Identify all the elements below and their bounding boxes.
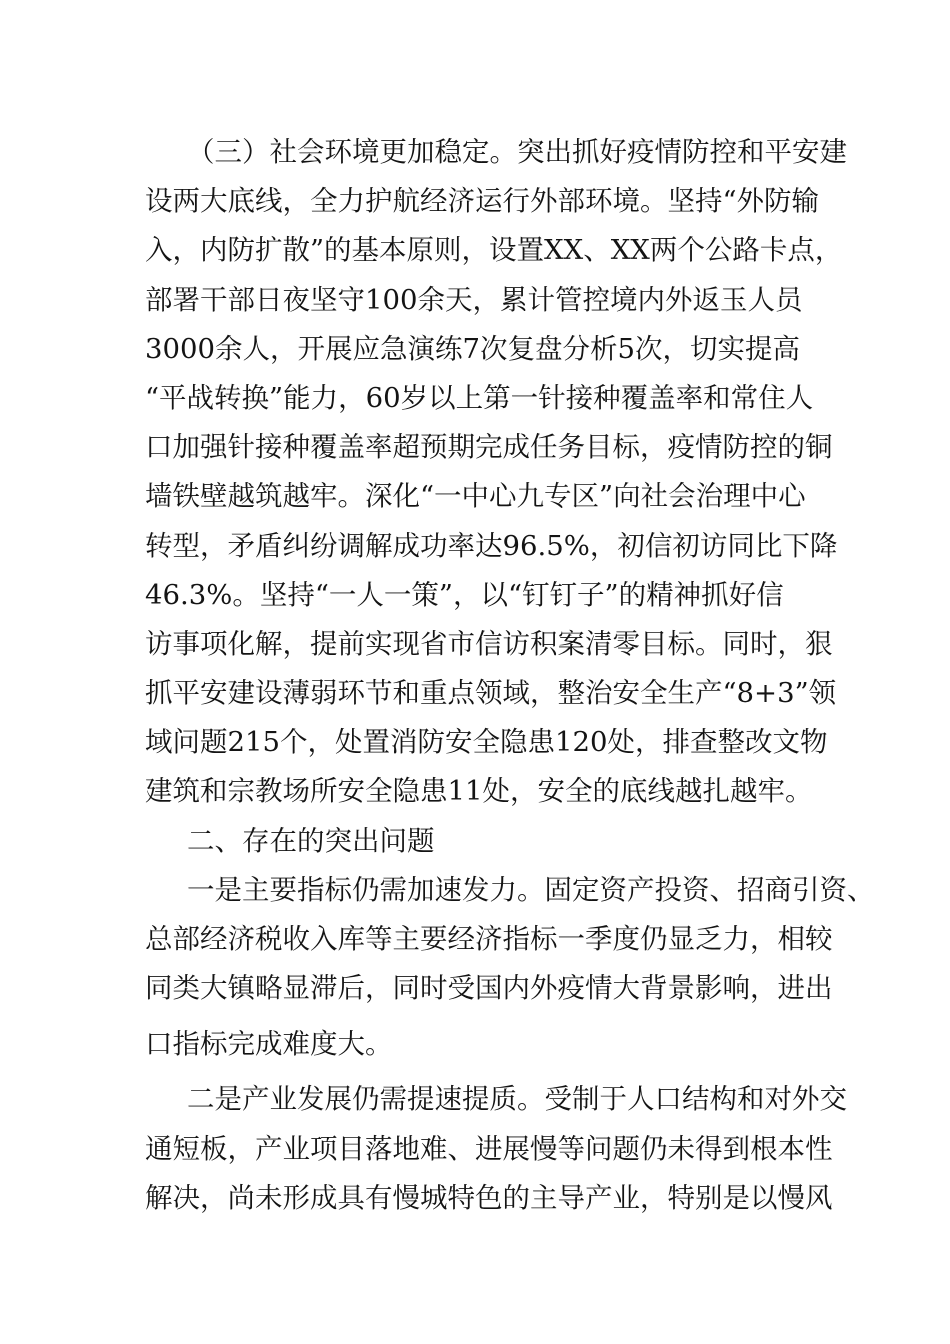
paragraph-line: 一是主要指标仍需加速发力。固定资产投资、招商引资、	[187, 873, 875, 906]
paragraph-line: 3000余人，开展应急演练7次复盘分析5次，切实提高	[145, 332, 800, 365]
paragraph-line: 设两大底线，全力护航经济运行外部环境。坚持“外防输	[145, 185, 820, 218]
document-body	[145, 128, 875, 1223]
paragraph-line: 墙铁壁越筑越牢。深化“一中心九专区”向社会治理中心	[145, 480, 806, 513]
paragraph-line: 总部经济税收入库等主要经济指标一季度仍显乏力，相较	[145, 923, 833, 955]
paragraph-line: 通短板，产业项目落地难、进展慢等问题仍未得到根本性	[145, 1132, 833, 1165]
paragraph-line: 域问题215个，处置消防安全隐患120处，排查整改文物	[145, 726, 828, 759]
paragraph-line: 转型，矛盾纠纷调解成功率达96.5%，初信初访同比下降	[145, 529, 838, 562]
paragraph-line: 46.3%。坚持“一人一策”，以“钉钉子”的精神抓好信	[145, 578, 784, 611]
paragraph-line: “平战转换”能力，60岁以上第一针接种覆盖率和常住人	[145, 381, 814, 414]
paragraph-line: 建筑和宗教场所安全隐患11处，安全的底线越扎越牢。	[145, 775, 813, 808]
paragraph-line: 口加强针接种覆盖率超预期完成任务目标，疫情防控的铜	[145, 431, 833, 464]
paragraph-line: 同类大镇略显滞后，同时受国内外疫情大背景影响，进出	[145, 972, 833, 1005]
paragraph-line: （三）社会环境更加稳定。突出抓好疫情防控和平安建	[187, 136, 847, 168]
paragraph-line: 解决，尚未形成具有慢城特色的主导产业，特别是以慢风	[145, 1181, 833, 1214]
paragraph-line: 口指标完成难度大。	[145, 1028, 393, 1061]
paragraph-line: 部署干部日夜坚守100余天，累计管控境内外返玉人员	[145, 283, 803, 316]
paragraph-line: 二是产业发展仍需提速提质。受制于人口结构和对外交	[187, 1083, 847, 1116]
paragraph-line: 访事项化解，提前实现省市信访积案清零目标。同时，狠	[145, 627, 833, 660]
paragraph-line: 抓平安建设薄弱环节和重点领域，整治安全生产“8+3”领	[145, 677, 837, 710]
section-heading: 二、存在的突出问题	[187, 824, 435, 857]
paragraph-line: 入，内防扩散”的基本原则，设置XX、XX两个公路卡点，	[145, 234, 843, 267]
